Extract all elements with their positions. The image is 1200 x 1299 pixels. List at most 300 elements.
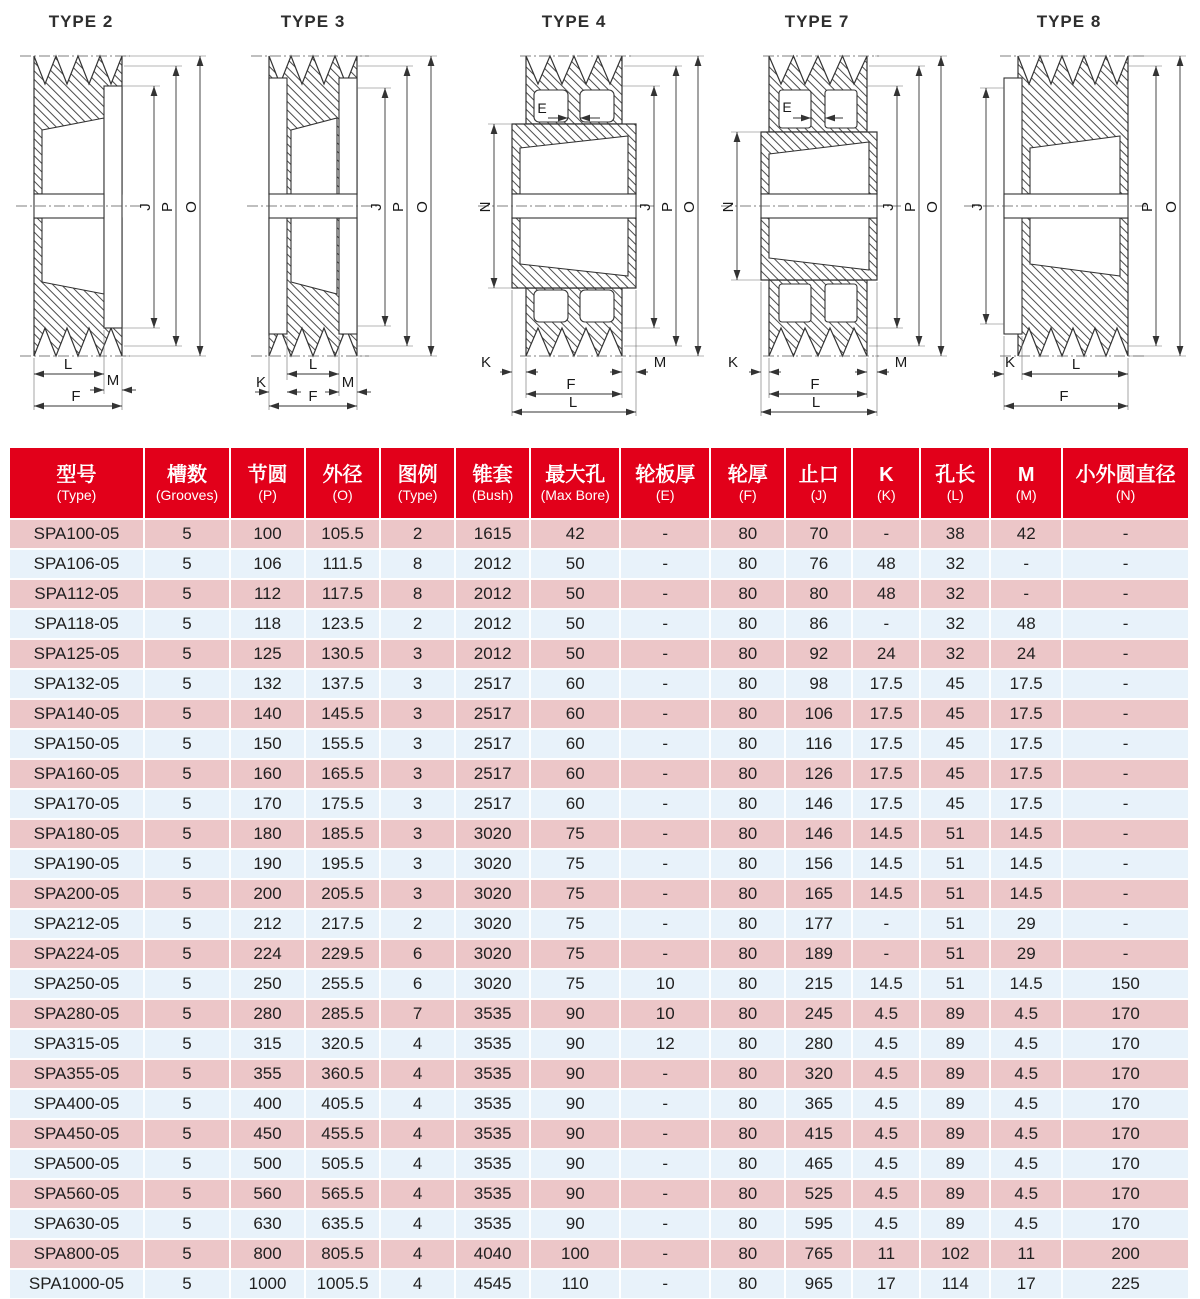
table-row (10, 970, 1190, 1000)
dim-label-p: P (390, 201, 407, 213)
table-cell: 170 (1063, 1030, 1190, 1060)
table-cell: 70 (786, 520, 853, 550)
table-cell: - (621, 940, 711, 970)
table-cell: 4 (381, 1120, 456, 1150)
table-cell: 3 (381, 850, 456, 880)
table-cell: 17.5 (991, 790, 1063, 820)
table-cell: 365 (786, 1090, 853, 1120)
dim-label-f: F (810, 376, 820, 393)
table-cell: 800 (231, 1240, 306, 1270)
table-cell: 255.5 (306, 970, 381, 1000)
table-cell: 5 (145, 850, 231, 880)
table-cell: 6 (381, 940, 456, 970)
table-cell: 170 (1063, 1180, 1190, 1210)
table-cell: 165 (786, 880, 853, 910)
table-cell: 415 (786, 1120, 853, 1150)
table-cell: 80 (711, 550, 786, 580)
pulley-type-diagrams (0, 0, 1200, 448)
table-cell: SPA280-05 (10, 1000, 145, 1030)
table-cell: 4 (381, 1240, 456, 1270)
table-cell: 1005.5 (306, 1270, 381, 1299)
table-cell: 190 (231, 850, 306, 880)
table-cell: - (1063, 910, 1190, 940)
dim-label-n: N (477, 201, 494, 213)
spec-table-header (10, 448, 1190, 520)
col-header-plate-thickness: 轮板厚 (E) (621, 448, 711, 520)
table-cell: - (853, 520, 921, 550)
table-cell: SPA106-05 (10, 550, 145, 580)
table-cell: - (621, 1270, 711, 1299)
table-cell: 765 (786, 1240, 853, 1270)
table-cell: 635.5 (306, 1210, 381, 1240)
table-cell: 245 (786, 1000, 853, 1030)
table-cell: 125 (231, 640, 306, 670)
table-cell: 2517 (456, 730, 531, 760)
table-cell: 114 (921, 1270, 991, 1299)
dim-label-f: F (566, 376, 576, 393)
diagram-type-3 (243, 4, 471, 416)
table-cell: 250 (231, 970, 306, 1000)
table-cell: 8 (381, 580, 456, 610)
dim-label-e: E (537, 100, 547, 116)
table-cell: 45 (921, 730, 991, 760)
table-cell: 45 (921, 760, 991, 790)
table-cell: 170 (1063, 1000, 1190, 1030)
table-cell: SPA224-05 (10, 940, 145, 970)
table-cell: 80 (711, 970, 786, 1000)
table-cell: 17.5 (853, 760, 921, 790)
table-cell: SPA800-05 (10, 1240, 145, 1270)
table-cell: 3 (381, 790, 456, 820)
table-cell: 5 (145, 580, 231, 610)
table-cell: 80 (711, 730, 786, 760)
table-cell: 3 (381, 700, 456, 730)
table-cell: 24 (853, 640, 921, 670)
table-cell: 80 (711, 520, 786, 550)
table-cell: 12 (621, 1030, 711, 1060)
table-cell: 8 (381, 550, 456, 580)
table-cell: 137.5 (306, 670, 381, 700)
table-row (10, 670, 1190, 700)
table-cell: 170 (1063, 1210, 1190, 1240)
pulley-cross-section-type-7 (717, 36, 957, 416)
dim-label-l: L (308, 356, 318, 373)
table-cell: 60 (531, 760, 621, 790)
table-cell: - (621, 730, 711, 760)
table-cell: 80 (711, 610, 786, 640)
table-cell: 4 (381, 1090, 456, 1120)
table-cell: SPA160-05 (10, 760, 145, 790)
table-cell: 132 (231, 670, 306, 700)
table-cell: 595 (786, 1210, 853, 1240)
table-cell: - (621, 1150, 711, 1180)
col-header-small-outer-dia: 小外圆直径 (N) (1063, 448, 1190, 520)
pulley-cross-section-type-8 (960, 36, 1188, 416)
table-cell: 80 (711, 1180, 786, 1210)
table-cell: 60 (531, 790, 621, 820)
table-cell: 14.5 (853, 850, 921, 880)
table-cell: 32 (921, 610, 991, 640)
table-cell: SPA450-05 (10, 1120, 145, 1150)
table-cell: 165.5 (306, 760, 381, 790)
table-cell: 14.5 (853, 820, 921, 850)
table-cell: SPA112-05 (10, 580, 145, 610)
table-cell: - (1063, 760, 1190, 790)
table-cell: 80 (711, 850, 786, 880)
table-cell: - (621, 640, 711, 670)
dim-label-k: K (727, 354, 739, 371)
table-cell: 48 (991, 610, 1063, 640)
table-cell: 2517 (456, 760, 531, 790)
dim-label-o: O (183, 201, 200, 213)
table-cell: 200 (231, 880, 306, 910)
table-cell: - (621, 790, 711, 820)
table-row (10, 1060, 1190, 1090)
table-cell: SPA150-05 (10, 730, 145, 760)
table-cell: 110 (531, 1270, 621, 1299)
dim-label-m: M (341, 374, 355, 391)
table-cell: 17.5 (853, 790, 921, 820)
table-cell: 45 (921, 700, 991, 730)
table-cell: 360.5 (306, 1060, 381, 1090)
table-cell: 89 (921, 1090, 991, 1120)
table-cell: 2012 (456, 640, 531, 670)
table-cell: 455.5 (306, 1120, 381, 1150)
table-row (10, 520, 1190, 550)
table-cell: 17 (853, 1270, 921, 1299)
dim-label-l: L (1071, 356, 1081, 373)
table-cell: 2 (381, 910, 456, 940)
table-cell: 89 (921, 1060, 991, 1090)
table-cell: 51 (921, 910, 991, 940)
table-cell: 106 (231, 550, 306, 580)
table-cell: 200 (1063, 1240, 1190, 1270)
dim-label-k: K (1004, 354, 1016, 371)
table-cell: 2 (381, 520, 456, 550)
table-cell: - (1063, 580, 1190, 610)
table-cell: 42 (991, 520, 1063, 550)
table-cell: SPA400-05 (10, 1090, 145, 1120)
table-cell: 89 (921, 1180, 991, 1210)
table-cell: SPA190-05 (10, 850, 145, 880)
table-cell: 195.5 (306, 850, 381, 880)
table-cell: - (621, 760, 711, 790)
table-cell: 465 (786, 1150, 853, 1180)
table-cell: 17.5 (853, 730, 921, 760)
table-cell: 2517 (456, 670, 531, 700)
col-header-pitch: 节圆 (P) (231, 448, 306, 520)
table-cell: 3020 (456, 940, 531, 970)
table-cell: 89 (921, 1030, 991, 1060)
table-cell: 3 (381, 880, 456, 910)
dim-label-p: P (902, 201, 919, 213)
table-cell: 75 (531, 820, 621, 850)
table-cell: 1000 (231, 1270, 306, 1299)
table-row (10, 1210, 1190, 1240)
table-cell: 320 (786, 1060, 853, 1090)
table-cell: 285.5 (306, 1000, 381, 1030)
table-cell: 225 (1063, 1270, 1190, 1299)
table-cell: 5 (145, 940, 231, 970)
table-cell: 4.5 (991, 1030, 1063, 1060)
table-cell: 185.5 (306, 820, 381, 850)
spec-table-body (10, 520, 1190, 1299)
dim-label-f: F (71, 388, 81, 405)
table-cell: 5 (145, 700, 231, 730)
table-row (10, 730, 1190, 760)
table-cell: 5 (145, 1030, 231, 1060)
table-cell: SPA1000-05 (10, 1270, 145, 1299)
table-cell: 98 (786, 670, 853, 700)
table-cell: 630 (231, 1210, 306, 1240)
table-cell: 189 (786, 940, 853, 970)
table-cell: 80 (711, 1000, 786, 1030)
table-cell: - (621, 1210, 711, 1240)
table-cell: SPA355-05 (10, 1060, 145, 1090)
table-row (10, 1000, 1190, 1030)
table-cell: 156 (786, 850, 853, 880)
table-cell: SPA212-05 (10, 910, 145, 940)
table-cell: 3 (381, 760, 456, 790)
table-row (10, 940, 1190, 970)
table-cell: 29 (991, 940, 1063, 970)
table-cell: - (1063, 640, 1190, 670)
table-cell: 80 (711, 910, 786, 940)
table-row (10, 580, 1190, 610)
table-cell: 45 (921, 670, 991, 700)
table-cell: 500 (231, 1150, 306, 1180)
table-cell: 4.5 (853, 1180, 921, 1210)
table-cell: 5 (145, 1270, 231, 1299)
table-cell: 51 (921, 850, 991, 880)
dim-label-o: O (1163, 201, 1180, 213)
table-cell: - (1063, 940, 1190, 970)
dim-label-p: P (159, 201, 176, 213)
table-cell: 3 (381, 820, 456, 850)
table-cell: 80 (711, 1120, 786, 1150)
diagram-type-2 (12, 4, 240, 416)
table-cell: - (1063, 550, 1190, 580)
table-cell: 3535 (456, 1180, 531, 1210)
table-cell: 80 (711, 580, 786, 610)
table-cell: 3535 (456, 1090, 531, 1120)
table-cell: - (621, 1090, 711, 1120)
table-cell: 805.5 (306, 1240, 381, 1270)
table-cell: 4 (381, 1150, 456, 1180)
table-cell: 45 (921, 790, 991, 820)
table-cell: 80 (711, 1090, 786, 1120)
table-cell: 5 (145, 1120, 231, 1150)
table-cell: 60 (531, 700, 621, 730)
pulley-cross-section-type-2 (12, 36, 240, 416)
table-cell: 126 (786, 760, 853, 790)
table-cell: 90 (531, 1210, 621, 1240)
col-header-bush: 锥套 (Bush) (456, 448, 531, 520)
table-cell: 160 (231, 760, 306, 790)
dim-label-o: O (414, 201, 431, 213)
table-cell: 89 (921, 1210, 991, 1240)
table-cell: 6 (381, 970, 456, 1000)
diagram-title: TYPE 3 (280, 12, 346, 31)
table-cell: 5 (145, 1000, 231, 1030)
table-cell: 170 (231, 790, 306, 820)
table-cell: 320.5 (306, 1030, 381, 1060)
table-cell: 90 (531, 1090, 621, 1120)
table-cell: 17.5 (991, 700, 1063, 730)
table-cell: 5 (145, 760, 231, 790)
table-row (10, 700, 1190, 730)
table-row (10, 1240, 1190, 1270)
table-cell: 51 (921, 820, 991, 850)
table-cell: - (1063, 730, 1190, 760)
table-cell: 405.5 (306, 1090, 381, 1120)
table-cell: 80 (711, 820, 786, 850)
table-row (10, 790, 1190, 820)
table-cell: 14.5 (853, 880, 921, 910)
header-row (10, 448, 1190, 520)
table-cell: 118 (231, 610, 306, 640)
table-cell: 5 (145, 1060, 231, 1090)
table-cell: 4.5 (853, 1210, 921, 1240)
table-cell: 75 (531, 910, 621, 940)
table-cell: 145.5 (306, 700, 381, 730)
dim-label-o: O (924, 201, 941, 213)
table-cell: 146 (786, 790, 853, 820)
table-cell: 117.5 (306, 580, 381, 610)
table-cell: 4 (381, 1210, 456, 1240)
table-row (10, 640, 1190, 670)
diagram-title: TYPE 7 (784, 12, 850, 31)
col-header-m: M (M) (991, 448, 1063, 520)
table-cell: 11 (853, 1240, 921, 1270)
table-cell: - (621, 1120, 711, 1150)
table-cell: 10 (621, 1000, 711, 1030)
table-cell: 80 (786, 580, 853, 610)
table-cell: 48 (853, 580, 921, 610)
table-cell: 105.5 (306, 520, 381, 550)
table-cell: 4.5 (991, 1210, 1063, 1240)
col-header-legend: 图例 (Type) (381, 448, 456, 520)
table-cell: SPA100-05 (10, 520, 145, 550)
table-cell: - (621, 1180, 711, 1210)
spec-table (10, 448, 1190, 1299)
table-cell: 80 (711, 1030, 786, 1060)
table-cell: 170 (1063, 1090, 1190, 1120)
table-cell: 123.5 (306, 610, 381, 640)
table-cell: 2012 (456, 580, 531, 610)
table-cell: - (621, 520, 711, 550)
table-cell: 11 (991, 1240, 1063, 1270)
table-cell: 5 (145, 970, 231, 1000)
table-cell: 102 (921, 1240, 991, 1270)
table-cell: SPA500-05 (10, 1150, 145, 1180)
table-cell: 4.5 (853, 1000, 921, 1030)
table-cell: - (621, 700, 711, 730)
table-cell: 2517 (456, 790, 531, 820)
table-cell: 140 (231, 700, 306, 730)
table-cell: 5 (145, 820, 231, 850)
table-cell: 80 (711, 760, 786, 790)
col-header-k: K (K) (853, 448, 921, 520)
diagram-title: TYPE 2 (48, 12, 114, 31)
table-cell: 75 (531, 880, 621, 910)
table-row (10, 1030, 1190, 1060)
dim-label-k: K (255, 374, 267, 391)
table-cell: - (621, 820, 711, 850)
table-cell: 4 (381, 1270, 456, 1299)
table-cell: 5 (145, 910, 231, 940)
col-header-recess: 止口 (J) (786, 448, 853, 520)
table-cell: 2012 (456, 550, 531, 580)
table-cell: 400 (231, 1090, 306, 1120)
table-cell: 80 (711, 1150, 786, 1180)
table-cell: 5 (145, 880, 231, 910)
table-cell: 175.5 (306, 790, 381, 820)
table-cell: 89 (921, 1000, 991, 1030)
table-cell: 50 (531, 550, 621, 580)
table-cell: 2 (381, 610, 456, 640)
table-cell: - (621, 1240, 711, 1270)
table-cell: 32 (921, 580, 991, 610)
table-cell: - (1063, 880, 1190, 910)
table-cell: 92 (786, 640, 853, 670)
table-cell: 29 (991, 910, 1063, 940)
diagram-title: TYPE 4 (541, 12, 607, 31)
table-cell: 5 (145, 730, 231, 760)
table-cell: 180 (231, 820, 306, 850)
table-cell: 217.5 (306, 910, 381, 940)
table-cell: SPA250-05 (10, 970, 145, 1000)
table-cell: 565.5 (306, 1180, 381, 1210)
table-cell: 5 (145, 520, 231, 550)
table-row (10, 1270, 1190, 1299)
table-cell: 3020 (456, 880, 531, 910)
table-cell: 7 (381, 1000, 456, 1030)
table-cell: - (853, 940, 921, 970)
col-header-bore-length: 孔长 (L) (921, 448, 991, 520)
table-cell: 76 (786, 550, 853, 580)
table-cell: 50 (531, 580, 621, 610)
table-cell: 150 (231, 730, 306, 760)
table-cell: SPA140-05 (10, 700, 145, 730)
table-cell: 560 (231, 1180, 306, 1210)
dim-label-l: L (811, 394, 821, 411)
table-cell: 42 (531, 520, 621, 550)
table-cell: 5 (145, 790, 231, 820)
dim-label-j: J (637, 203, 654, 211)
table-cell: - (991, 580, 1063, 610)
table-cell: 355 (231, 1060, 306, 1090)
table-cell: 51 (921, 970, 991, 1000)
table-cell: 89 (921, 1120, 991, 1150)
table-cell: 116 (786, 730, 853, 760)
table-cell: 525 (786, 1180, 853, 1210)
table-cell: 80 (711, 880, 786, 910)
table-cell: 32 (921, 640, 991, 670)
table-cell: 155.5 (306, 730, 381, 760)
table-cell: 4.5 (991, 1000, 1063, 1030)
table-cell: 80 (711, 670, 786, 700)
diagram-type-4 (474, 4, 714, 416)
table-cell: 90 (531, 1030, 621, 1060)
table-cell: 75 (531, 970, 621, 1000)
dim-label-p: P (1139, 201, 1156, 213)
table-cell: - (621, 670, 711, 700)
table-cell: 3020 (456, 970, 531, 1000)
table-row (10, 760, 1190, 790)
table-cell: 4.5 (853, 1120, 921, 1150)
table-cell: - (1063, 820, 1190, 850)
